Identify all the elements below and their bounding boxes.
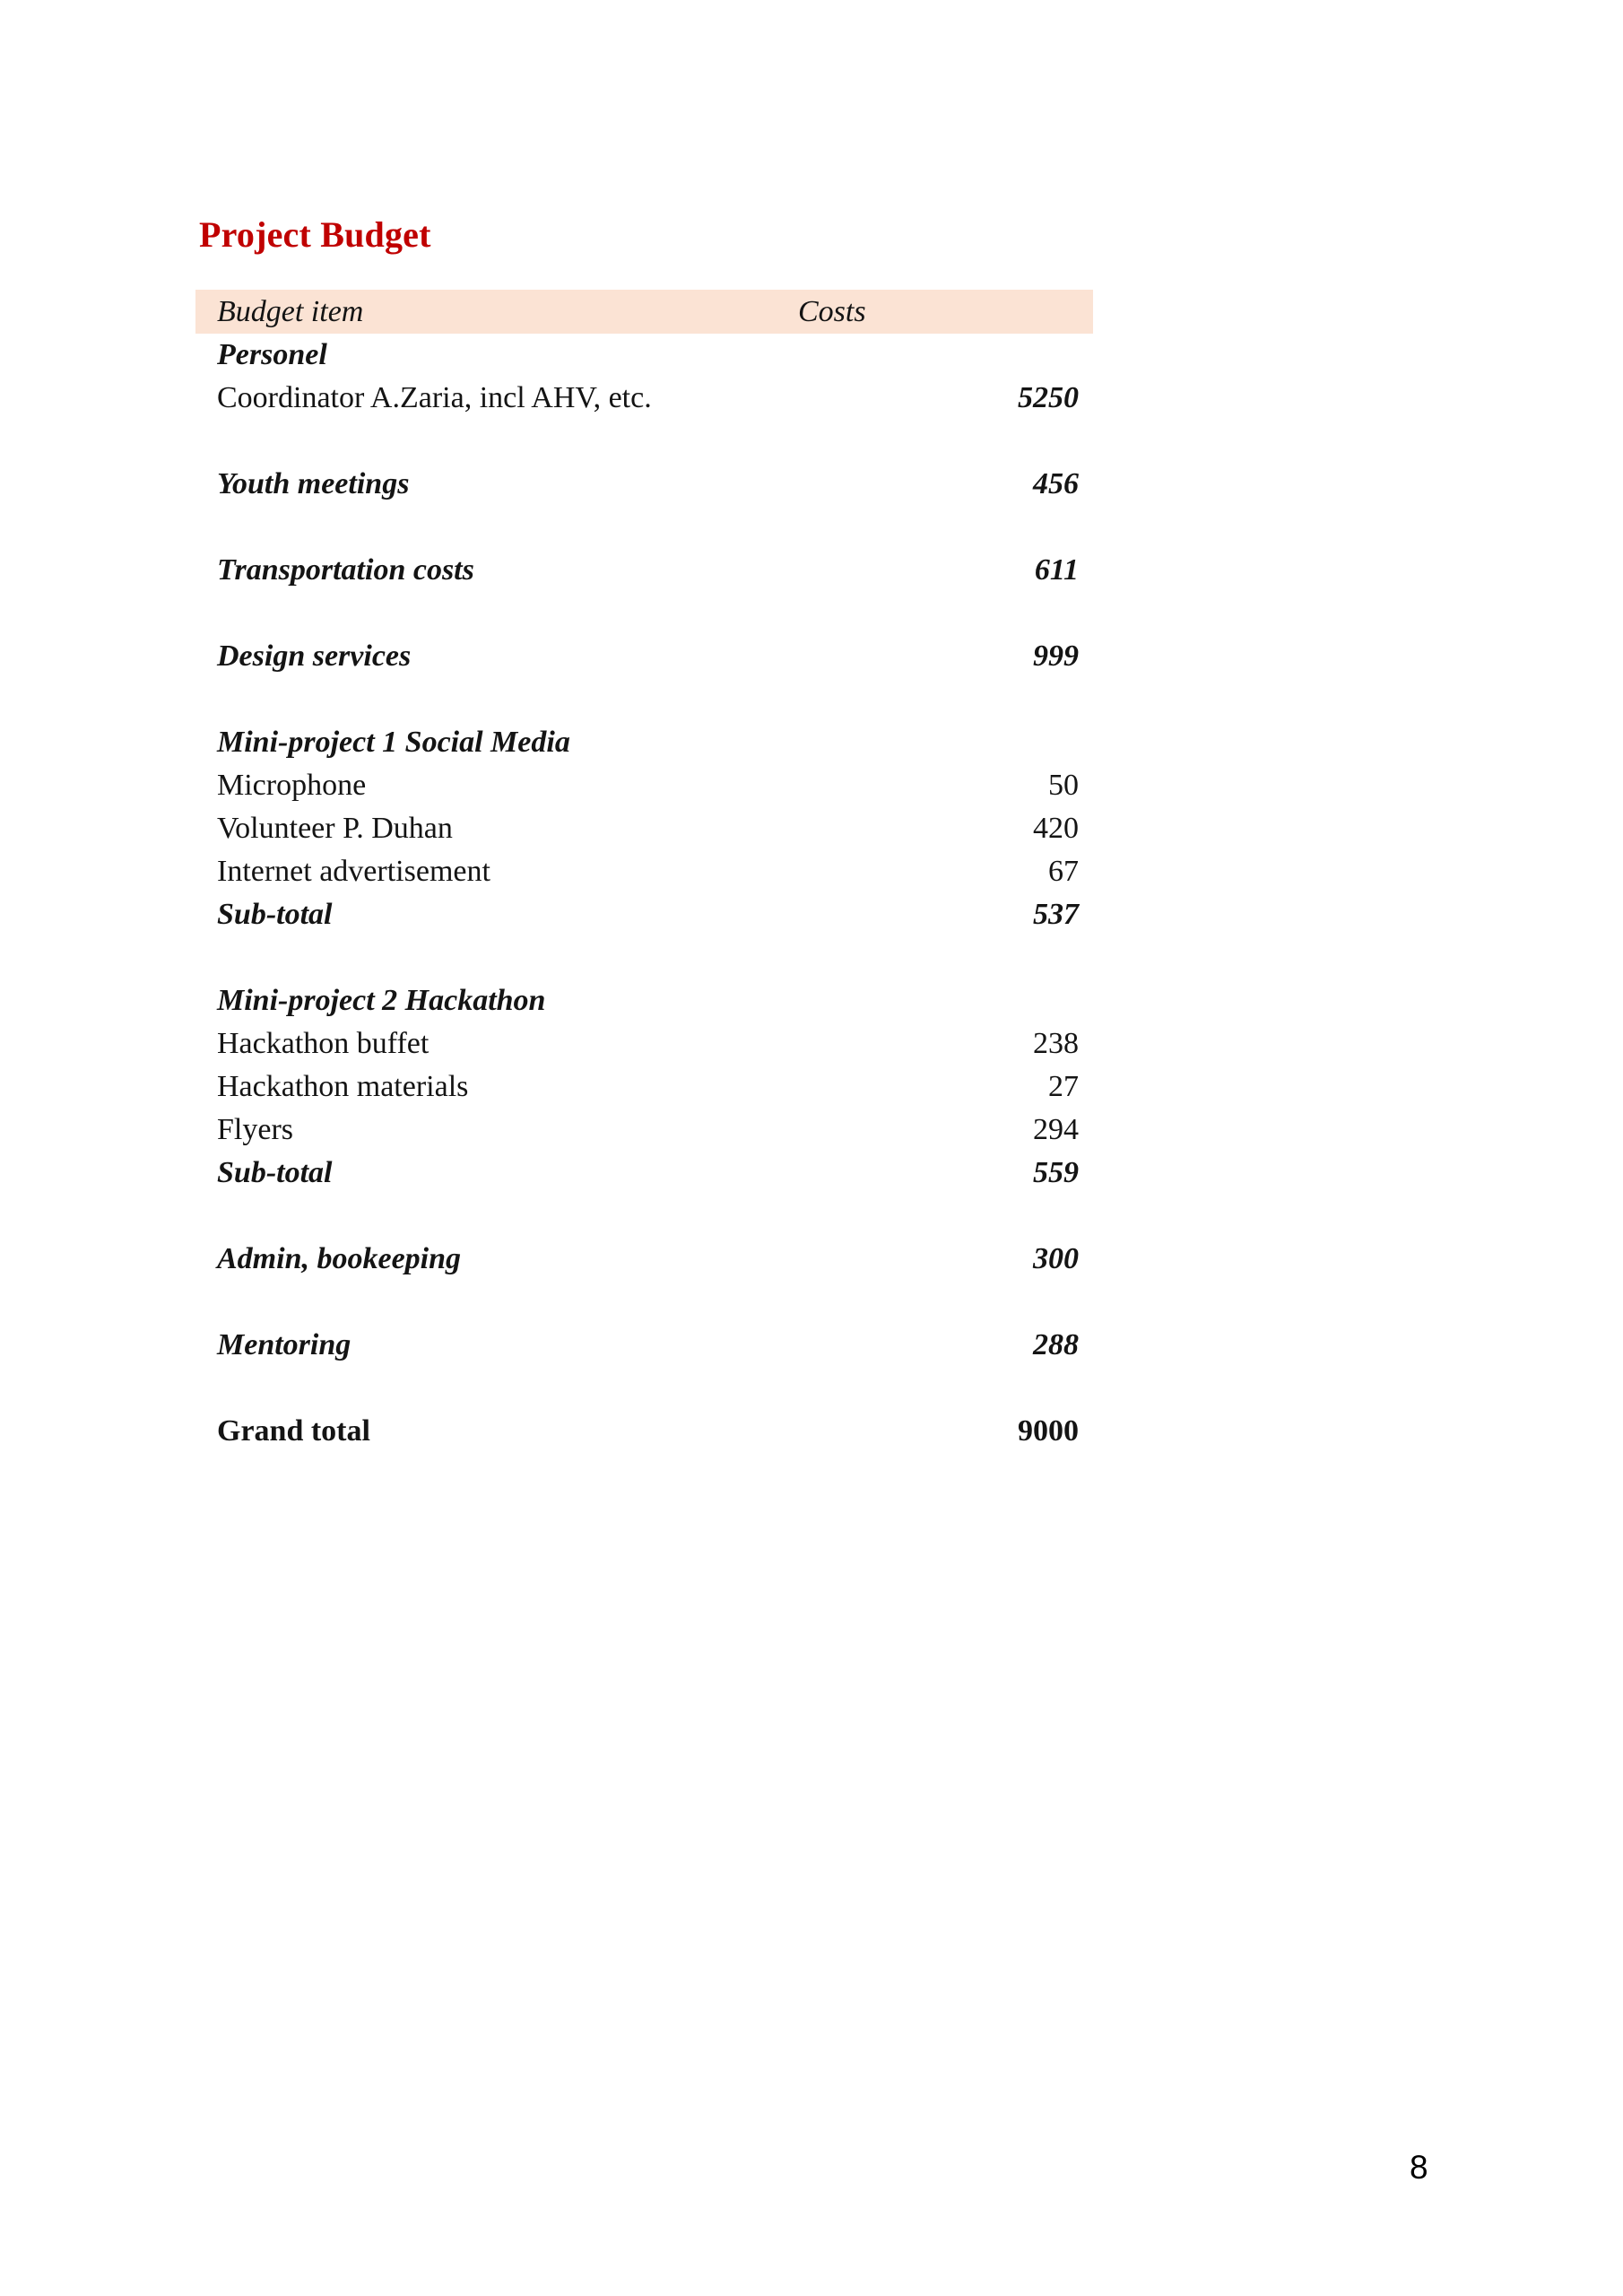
budget-item-cell: Sub-total bbox=[217, 1156, 333, 1189]
budget-item-cell: Microphone bbox=[217, 769, 367, 802]
cost-value-cell: 238 bbox=[1033, 1027, 1079, 1060]
budget-item-cell bbox=[195, 420, 796, 463]
budget-item-cell: Sub-total bbox=[217, 898, 333, 931]
budget-item-cell bbox=[195, 1281, 796, 1324]
table-row bbox=[195, 893, 1093, 936]
budget-item-cell: Coordinator A.Zaria, incl AHV, etc. bbox=[217, 381, 652, 414]
cost-value-cell: 5250 bbox=[1018, 381, 1079, 414]
spacer-row bbox=[195, 420, 1093, 463]
spacer-row bbox=[195, 1281, 1093, 1324]
page-title: Project Budget bbox=[199, 213, 431, 255]
cost-value-cell: 9000 bbox=[1018, 1414, 1079, 1448]
cost-value-cell bbox=[796, 721, 1093, 764]
table-row bbox=[195, 1410, 1093, 1453]
budget-item-cell: Admin, bookeeping bbox=[217, 1242, 462, 1275]
cost-value-cell: 611 bbox=[1034, 553, 1079, 587]
spacer-row bbox=[195, 506, 1093, 549]
cost-value-cell bbox=[796, 1367, 1093, 1410]
budget-item-cell: Youth meetings bbox=[217, 467, 410, 500]
table-row bbox=[195, 334, 1093, 377]
budget-item-cell: Mentoring bbox=[217, 1328, 352, 1361]
budget-item-cell: Hackathon materials bbox=[217, 1070, 469, 1103]
table-row bbox=[195, 635, 1093, 678]
budget-item-cell bbox=[195, 936, 796, 979]
cost-value-cell: 67 bbox=[1048, 855, 1079, 888]
spacer-row bbox=[195, 1367, 1093, 1410]
budget-table bbox=[195, 290, 1093, 1453]
column-header-costs: Costs bbox=[798, 294, 866, 328]
cost-value-cell bbox=[796, 1195, 1093, 1238]
cost-value-cell bbox=[796, 334, 1093, 377]
cost-value-cell bbox=[796, 592, 1093, 635]
table-row bbox=[195, 1065, 1093, 1109]
table-row bbox=[195, 549, 1093, 592]
table-row bbox=[195, 764, 1093, 807]
cost-value-cell bbox=[796, 1281, 1093, 1324]
table-row bbox=[195, 721, 1093, 764]
spacer-row bbox=[195, 1195, 1093, 1238]
cost-value-cell bbox=[796, 979, 1093, 1022]
budget-table-body bbox=[195, 334, 1093, 1453]
cost-value-cell: 50 bbox=[1048, 769, 1079, 802]
spacer-row bbox=[195, 592, 1093, 635]
budget-item-cell: Hackathon buffet bbox=[217, 1027, 430, 1060]
cost-value-cell: 999 bbox=[1033, 639, 1079, 673]
budget-item-cell bbox=[195, 678, 796, 721]
cost-value-cell bbox=[796, 936, 1093, 979]
budget-item-cell: Personel bbox=[217, 338, 327, 371]
budget-item-cell: Mini-project 2 Hackathon bbox=[217, 984, 546, 1017]
table-row bbox=[195, 463, 1093, 506]
budget-item-cell: Internet advertisement bbox=[217, 855, 490, 888]
cost-value-cell: 537 bbox=[1033, 898, 1079, 931]
table-row bbox=[195, 1022, 1093, 1065]
cost-value-cell: 288 bbox=[1033, 1328, 1079, 1361]
budget-item-cell: Flyers bbox=[217, 1113, 293, 1146]
column-header-budget-item: Budget item bbox=[217, 294, 364, 328]
cost-value-cell bbox=[796, 506, 1093, 549]
table-row bbox=[195, 850, 1093, 893]
cost-value-cell: 27 bbox=[1048, 1070, 1079, 1103]
budget-item-cell: Volunteer P. Duhan bbox=[217, 812, 453, 845]
table-row bbox=[195, 1109, 1093, 1152]
table-row bbox=[195, 377, 1093, 420]
page-number: 8 bbox=[1410, 2149, 1428, 2186]
budget-item-cell: Design services bbox=[217, 639, 412, 673]
table-row bbox=[195, 807, 1093, 850]
table-row bbox=[195, 1324, 1093, 1367]
budget-item-cell bbox=[195, 1195, 796, 1238]
budget-item-cell bbox=[195, 506, 796, 549]
cost-value-cell: 559 bbox=[1033, 1156, 1079, 1189]
budget-item-cell: Grand total bbox=[217, 1414, 370, 1448]
cost-value-cell: 456 bbox=[1033, 467, 1079, 500]
budget-item-cell bbox=[195, 1367, 796, 1410]
table-row bbox=[195, 1238, 1093, 1281]
spacer-row bbox=[195, 936, 1093, 979]
cost-value-cell: 420 bbox=[1033, 812, 1079, 845]
budget-item-cell: Mini-project 1 Social Media bbox=[217, 726, 570, 759]
spacer-row bbox=[195, 678, 1093, 721]
budget-item-cell bbox=[195, 592, 796, 635]
cost-value-cell: 294 bbox=[1033, 1113, 1079, 1146]
cost-value-cell bbox=[796, 678, 1093, 721]
table-row bbox=[195, 1152, 1093, 1195]
table-header-row bbox=[195, 290, 1093, 334]
cost-value-cell: 300 bbox=[1033, 1242, 1079, 1275]
budget-item-cell: Transportation costs bbox=[217, 553, 474, 587]
cost-value-cell bbox=[796, 420, 1093, 463]
table-row bbox=[195, 979, 1093, 1022]
